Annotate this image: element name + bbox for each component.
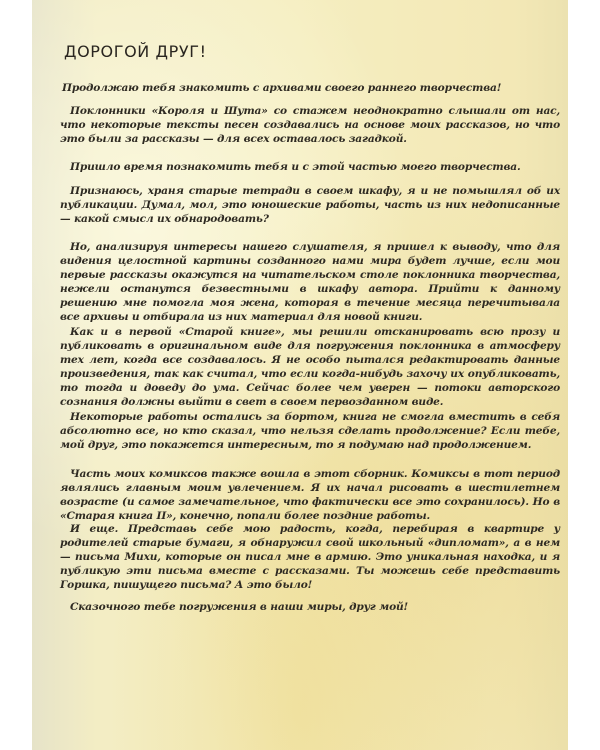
paragraph-9: И еще. Представь себе мою радость, когда, перебирая в квартире у родителей старые бумаги, я обнаружил свой школьный «дипломат», а в нем — письма Михи, которые он писал мне в армию. Это уникальная находка, и я публикую эти письма вместе с рассказами. Ты можешь себе представить Горшка, пишущего письма? А это было!	[60, 523, 560, 592]
paragraph-6: Как и в первой «Старой книге», мы решили отсканировать всю прозу и публиковать в оригинальном виде для погружения поклонника в атмосферу тех лет, когда все создавалось. Я не особо пытался редактировать данные произведения, так как считал, что если когда-нибудь захочу их опубликовать, то тогда и доведу до ума. Сейчас более чем уверен — потоки авторского сознания должны выйти в свет в своем первозданном виде.	[60, 326, 560, 409]
letter-title: ДОРОГОЙ ДРУГ!	[64, 42, 207, 61]
paragraph-8: Часть моих комиксов также вошла в этот сборник. Комиксы в тот период являлись главным моим увлечением. Я их начал рисовать в шестилетнем возрасте (и самое замечательное, что фактически все это сохранилось). Но в «Старая книга II», конечно, попали более поздние работы.	[60, 468, 560, 523]
paragraph-1: Продолжаю тебя знакомить с архивами своего раннего творчества!	[62, 82, 502, 94]
paragraph-5: Но, анализируя интересы нашего слушателя, я пришел к выводу, что для видения целостной картины созданного нами мира будет лучше, если мои первые рассказы окажутся на читательском столе поклонника творчества, нежели останутся безвестными в шкафу автора. Прийти к данному решению мне помогла моя жена, которая в течение месяца перечитывала все архивы и отбирала из них материал для новой книги.	[60, 241, 560, 324]
paragraph-3: Пришло время познакомить тебя и с этой частью моего творчества.	[70, 161, 521, 173]
paragraph-4: Признаюсь, храня старые тетради в своем шкафу, я и не помышлял об их публикации. Думал, мол, это юношеские работы, часть из них недописанные — какой смысл их обнародовать?	[60, 185, 560, 226]
letter-page	[32, 0, 568, 750]
paragraph-7: Некоторые работы остались за бортом, книга не смогла вместить в себя абсолютно все, но кто сказал, что нельзя сделать продолжение? Если тебе, мой друг, это покажется интересным, то я подумаю над продолжением.	[60, 411, 560, 452]
paragraph-10: Сказочного тебе погружения в наши миры, друг мой!	[70, 601, 409, 613]
paragraph-2: Поклонники «Короля и Шута» со стажем неоднократно слышали от нас, что некоторые тексты песен создавались на основе моих рассказов, но что это были за рассказы — для всех оставалось загадкой.	[60, 105, 560, 146]
